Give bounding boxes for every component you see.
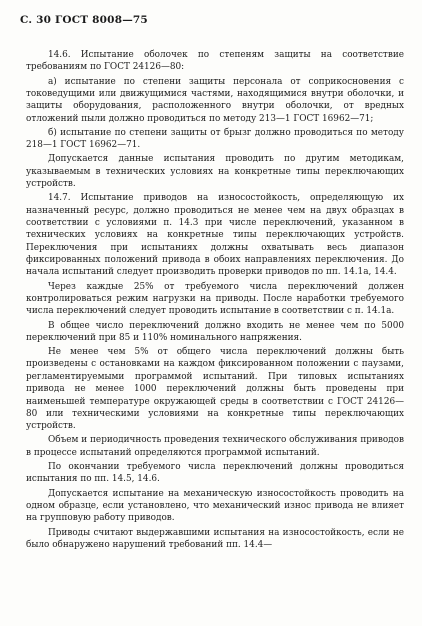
paragraph: Допускается испытание на механическую износостойкость проводить на одном образце, если установлено, что механический износ привода не влияет на групповую работу приводов. xyxy=(26,488,404,524)
paragraph: В общее число переключений должно входить не менее чем по 5000 переключений при 85 и 110% номинального напряжения. xyxy=(26,320,404,343)
paragraph: Объем и периодичность проведения технического обслуживания приводов в процессе испытаний определяются программой испытаний. xyxy=(26,435,404,458)
body-text xyxy=(26,49,404,553)
paragraph: Допускается данные испытания проводить по другим методикам, указываемым в технических условиях на конкретные типы переключающих устройств. xyxy=(26,154,404,190)
paragraph: б) испытание по степени защиты от брызг должно проводиться по методу 218—1 ГОСТ 16962—71. xyxy=(26,127,404,151)
paragraph: По окончании требуемого числа переключений должны проводиться испытания по пп. 14.5, 14.6. xyxy=(26,462,404,485)
paragraph: Приводы считают выдержавшими испытания на износостойкость, если не было обнаружено нарушений требований пп. 14.4— xyxy=(26,527,404,550)
paragraph: 14.6. Испытание оболочек по степеням защиты на соответствие требованиям по ГОСТ 24126—80: xyxy=(26,50,404,73)
paragraph: Через каждые 25% от требуемого числа переключений должен контролироваться режим нагрузки на приводы. После наработки требуемого числа переключений следует проводить испытание в соответствии с п. 14.1а. xyxy=(26,281,404,317)
page-header: C. 30 ГОСТ 8008—75 xyxy=(20,14,148,26)
paragraph: Не менее чем 5% от общего числа переключений должны быть произведены с остановками на каждом фиксированном положении с паузами, регламентируемыми программой испытаний. При типовых испытаниях привода не менее 1000 переключений должны быть проведены при наименьшей температуре окружающей среды в соответствии с ГОСТ 24126—80 или техническими условиями на конкретные типы переключающих устройств. xyxy=(26,347,404,432)
paragraph: а) испытание по степени защиты персонала от соприкосновения с токоведущими или движущимися частями, находящимися внутри оболочки, и защиты оборудования, расположенного внутри оболочки, от вредных отложений пыли должно проводиться по методу 213—1 ГОСТ 16962—71; xyxy=(26,76,404,124)
paragraph: 14.7. Испытание приводов на износостойкость, определяющую их назначенный ресурс, должно проводиться не менее чем на двух образцах в соответствии с условиями п. 14.3 при числе переключений, указанном в технических условиях на конкретные типы переключающих устройств. Переключения при испытаниях должны охватывать весь диапазон фиксированных положений привода в обоих направлениях переключения. До начала испытаний следует производить проверки приводов по пп. 14.1а, 14.4. xyxy=(26,193,404,278)
